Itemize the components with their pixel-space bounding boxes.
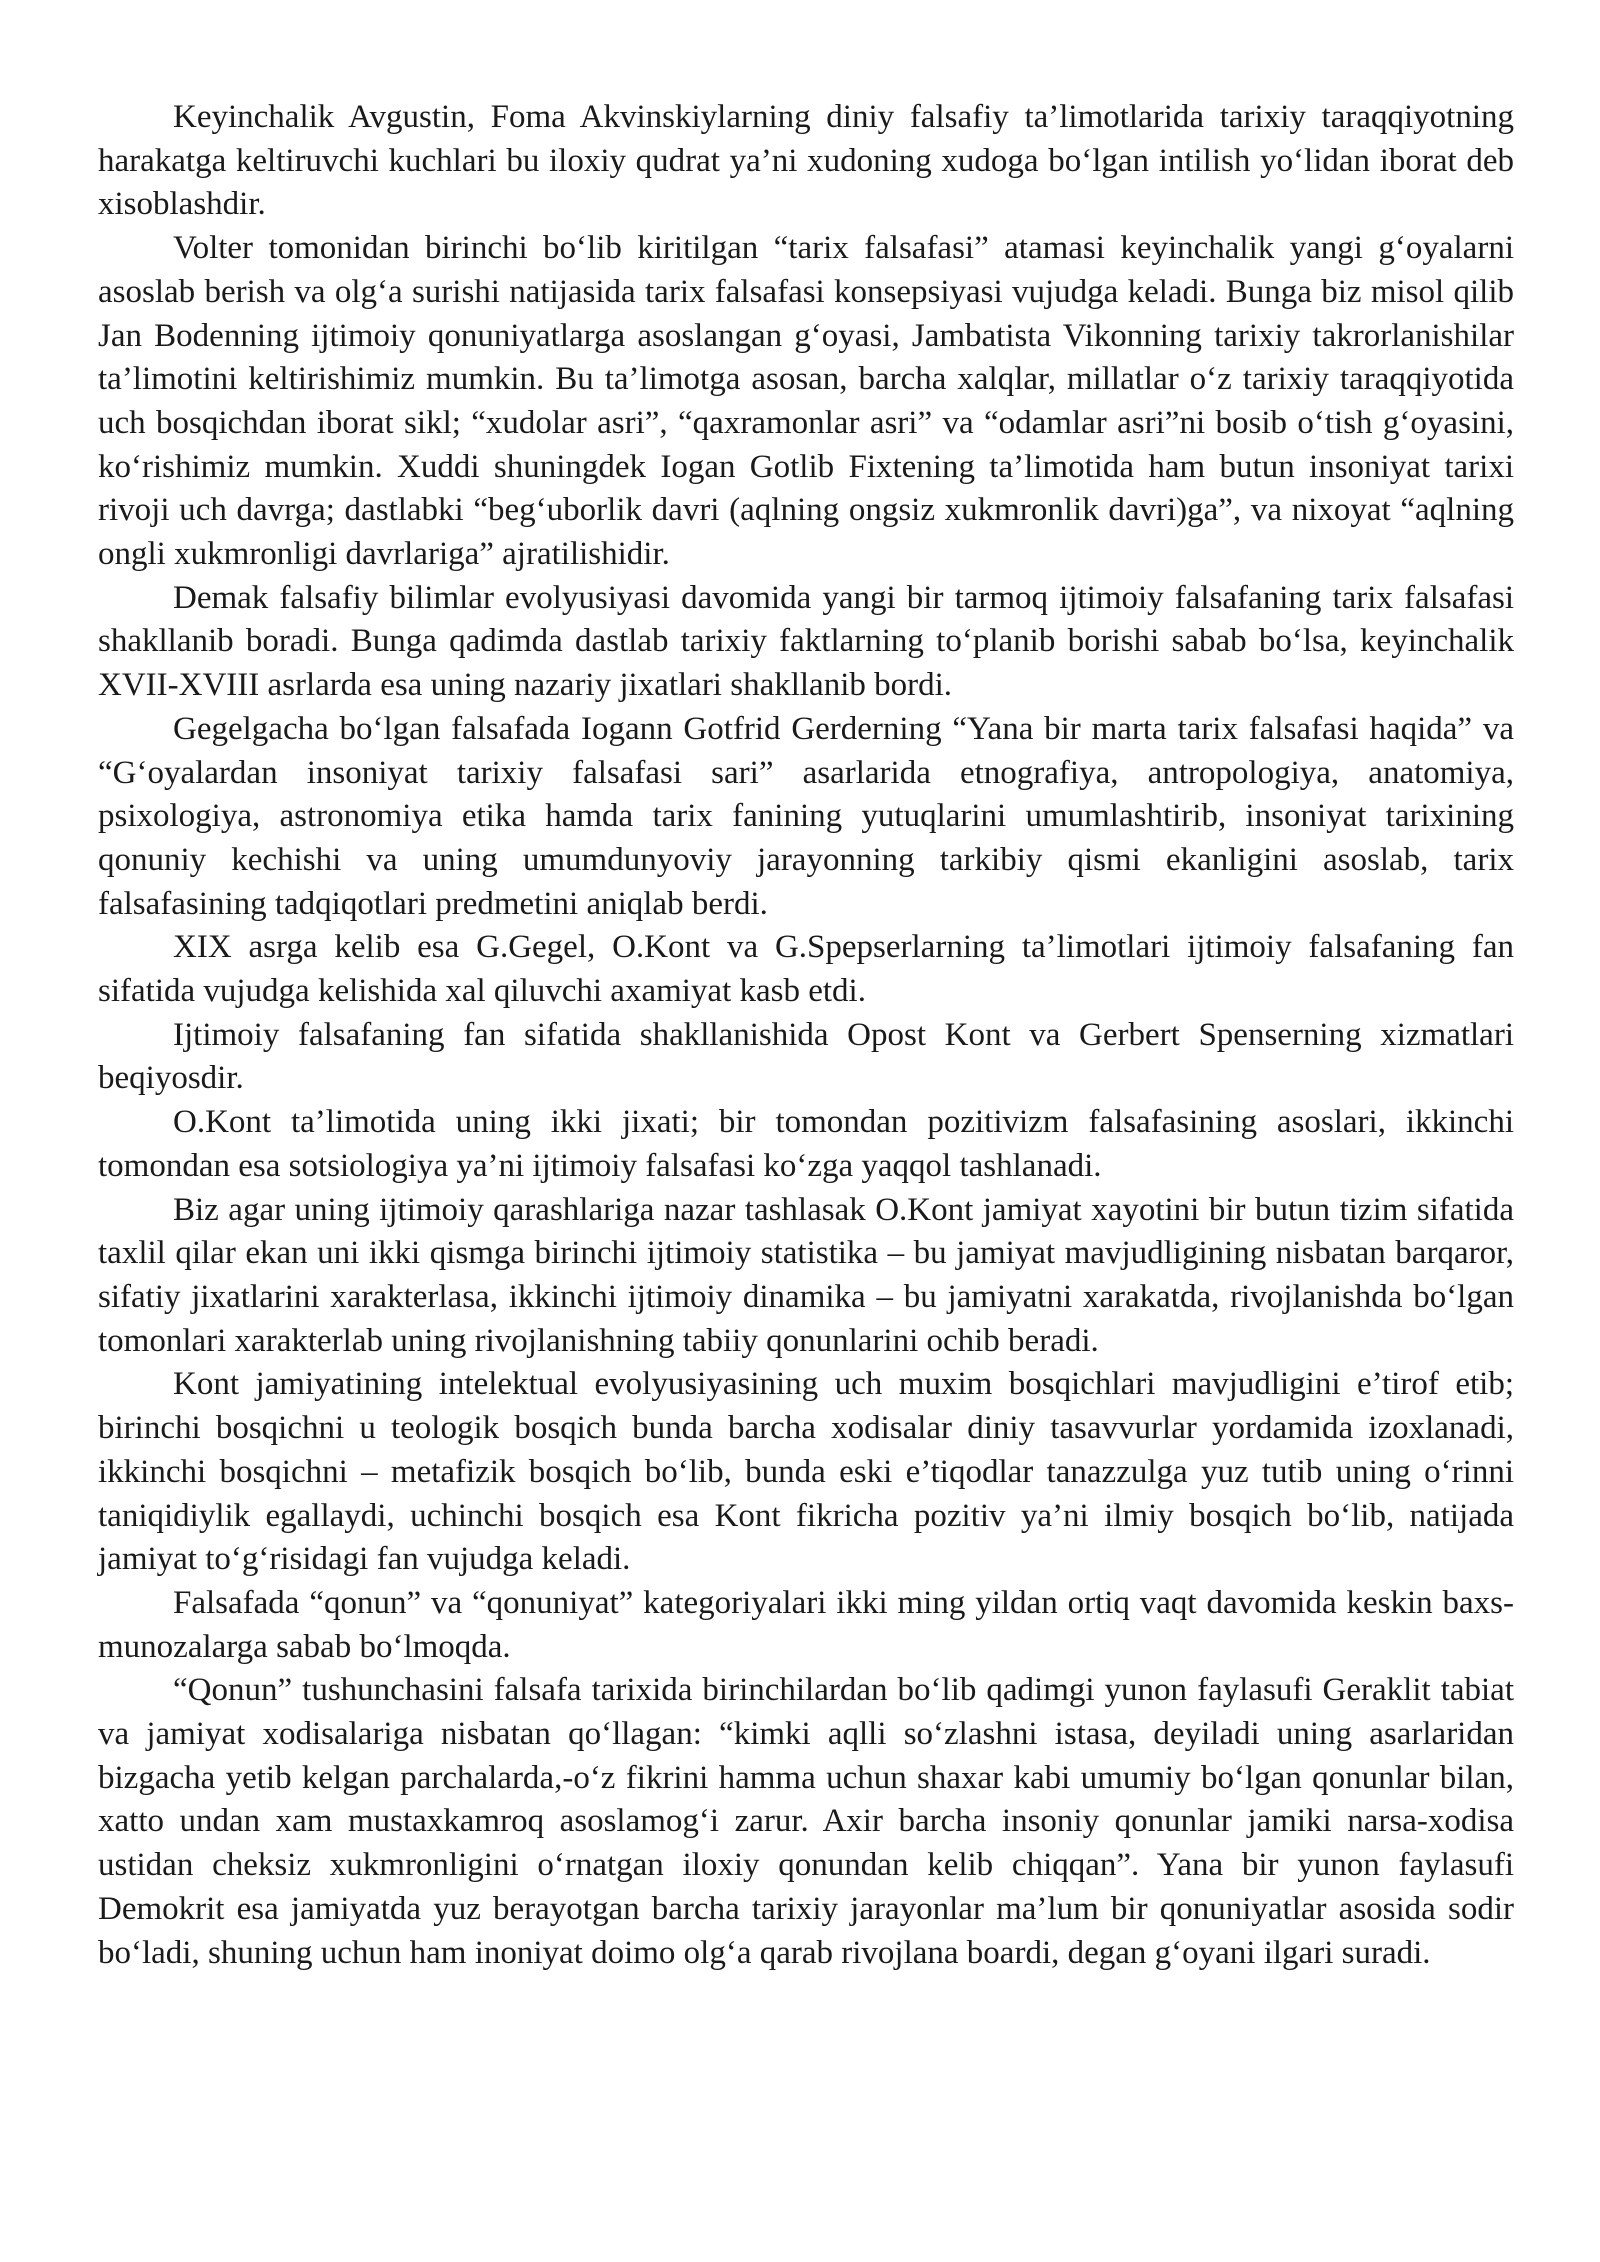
paragraph-ijtimoiy-statistika-dinamika: Biz agar uning ijtimoiy qarashlariga nazar tashlasak O.Kont jamiyat xayotini bir butun tizim sifatida taxlil qilar ekan uni ikki qismga birinchi ijtimoiy statistika – bu jamiyat mavjudligining nisbatan barqaror, sifatiy jixatlarini xarakterlasa, ikkinchi ijtimoiy dinamika – bu jamiyatni xarakatda, rivojlanishda bo‘lgan tomonlari xarakterlab uning rivojlanishning tabiiy qonunlarini ochib beradi. <box>98 1191 1514 1359</box>
paragraph-avgustin-akvinskiy: Keyinchalik Avgustin, Foma Akvinskiylarning diniy falsafiy ta’limotlarida tarixiy taraqqiyotning harakatga keltiruvchi kuchlari bu iloxiy qudrat ya’ni xudoning xudoga bo‘lgan intilish yo‘lidan iborat deb xisoblashdir. <box>98 99 1514 223</box>
paragraph-qonun-qonuniyat: Falsafada “qonun” va “qonuniyat” kategoriyalari ikki ming yildan ortiq vaqt davomida keskin baxs-munozalarga sabab bo‘lmoqda. <box>98 1584 1514 1665</box>
paragraph-geraklit-demokrit: “Qonun” tushunchasini falsafa tarixida birinchilardan bo‘lib qadimgi yunon faylasufi Geraklit tabiat va jamiyat xodisalariga nisbatan qo‘llagan: “kimki aqlli so‘zlashni istasa, deyiladi uning asarlaridan bizgacha yetib kelgan parchalarda,-o‘z fikrini hamma uchun shaxar kabi umumiy bo‘lgan qonunlar bilan, xatto undan xam mustaxkamroq asoslamog‘i zarur. Axir barcha insoniy qonunlar jamiki narsa-xodisa ustidan cheksiz xukmronligini o‘rnatgan iloxiy qonundan kelib chiqqan”. Yana bir yunon faylasufi Demokrit esa jamiyatda yuz berayotgan barcha tarixiy jarayonlar ma’lum bir qonuniyatlar asosida sodir bo‘ladi, shuning uchun ham inoniyat doimo olg‘a qarab rivojlana boardi, degan g‘oyani ilgari suradi. <box>98 1672 1514 1971</box>
paragraph-falsafiy-bilimlar-evolyusiyasi: Demak falsafiy bilimlar evolyusiyasi davomida yangi bir tarmoq ijtimoiy falsafaning tarix falsafasi shakllanib boradi. Bunga qadimda dastlab tarixiy faktlarning to‘planib borishi sabab bo‘lsa, keyinchalik XVII-XVIII asrlarda esa uning nazariy jixatlari shakllanib bordi. <box>98 579 1514 704</box>
paragraph-volter-tarix-falsafasi: Volter tomonidan birinchi bo‘lib kiritilgan “tarix falsafasi” atamasi keyinchalik yangi g‘oyalarni asoslab berish va olg‘a surishi natijasida tarix falsafasi konsepsiyasi vujudga keladi. Bunga biz misol qilib Jan Bodenning ijtimoiy qonuniyatlarga asoslangan g‘oyasi, Jambatista Vikonning tarixiy takrorlanishilar ta’limotini keltirishimiz mumkin. Bu ta’limotga asosan, barcha xalqlar, millatlar o‘z tarixiy taraqqiyotida uch bosqichdan iborat sikl; “xudolar asri”, “qaxramonlar asri” va “odamlar asri”ni bosib o‘tish g‘oyasini, ko‘rishimiz mumkin. Xuddi shuningdek Iogan Gotlib Fixtening ta’limotida ham butun insoniyat tarixi rivoji uch davrga; dastlabki “beg‘uborlik davri (aqlning ongsiz xukmronlik davri)ga”, va nixoyat “aqlning ongli xukmronligi davrlariga” ajratilishidir. <box>98 230 1514 573</box>
paragraph-gerder: Gegelgacha bo‘lgan falsafada Iogann Gotfrid Gerderning “Yana bir marta tarix falsafasi haqida” va “G‘oyalardan insoniyat tarixiy falsafasi sari” asarlarida etnografiya, antropologiya, anatomiya, psixologiya, astronomiya etika hamda tarix fanining yutuqlarini umumlashtirib, insoniyat tarixining qonuniy kechishi va uning umumdunyoviy jarayonning tarkibiy qismi ekanligini asoslab, tarix falsafasining tadqiqotlari predmetini aniqlab berdi. <box>98 710 1514 922</box>
document-page <box>98 96 1514 1975</box>
paragraph-kont-talimoti: O.Kont ta’limotida uning ikki jixati; bir tomondan pozitivizm falsafasining asoslari, ikkinchi tomondan esa sotsiologiya ya’ni ijtimoiy falsafasi ko‘zga yaqqol tashlanadi. <box>98 1104 1514 1184</box>
paragraph-kont-spenser: Ijtimoiy falsafaning fan sifatida shakllanishida Opost Kont va Gerbert Spenserning xizmatlari beqiyosdir. <box>98 1016 1514 1097</box>
paragraph-kont-uch-bosqich: Kont jamiyatining intelektual evolyusiyasining uch muxim bosqichlari mavjudligini e’tirof etib; birinchi bosqichni u teologik bosqich bunda barcha xodisalar diniy tasavvurlar yordamida izoxlanadi, ikkinchi bosqichni – metafizik bosqich bo‘lib, bunda eski e’tiqodlar tanazzulga yuz tutib uning o‘rinni taniqidiylik egallaydi, uchinchi bosqich esa Kont fikricha pozitiv ya’ni ilmiy bosqich bo‘lib, natijada jamiyat to‘g‘risidagi fan vujudga keladi. <box>98 1366 1514 1578</box>
paragraph-xix-asr: XIX asrga kelib esa G.Gegel, O.Kont va G.Spepserlarning ta’limotlari ijtimoiy falsafaning fan sifatida vujudga kelishida xal qiluvchi axamiyat kasb etdi. <box>98 929 1514 1010</box>
